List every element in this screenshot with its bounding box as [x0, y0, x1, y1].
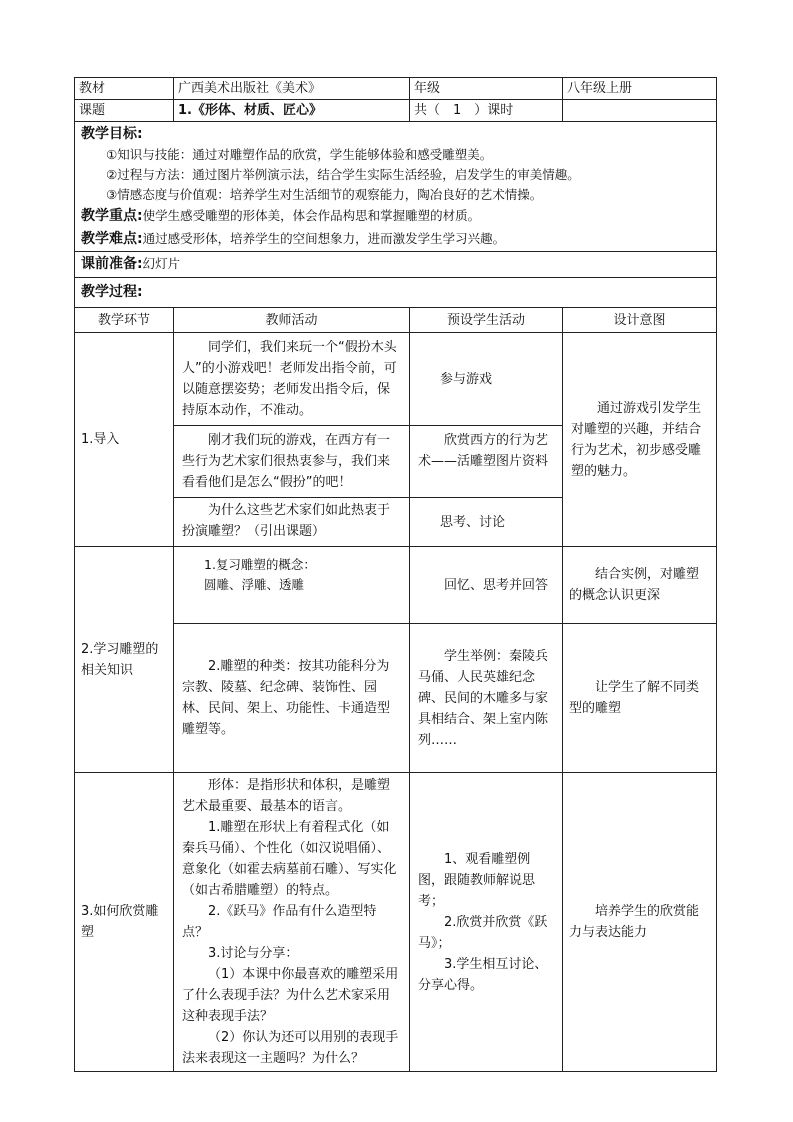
process-label-row [75, 278, 717, 308]
textbook-value: 广西美术出版社《美术》 [174, 78, 410, 100]
intro-student-1: 参与游戏 [410, 333, 563, 426]
difficulty-label: 教学难点: [81, 231, 143, 247]
knowledge-teacher-2: 2.雕塑的种类：按其功能科分为宗教、陵墓、纪念碑、装饰性、园林、民间、架上、功能性、卡通造型雕塑等。 [174, 624, 410, 773]
lesson-plan-table [74, 77, 717, 1072]
intro-intent: 通过游戏引发学生对雕塑的兴趣，并结合行为艺术，初步感受雕塑的魅力。 [563, 333, 717, 547]
goal-item: ②过程与方法：通过图片举例演示法，结合学生实际生活经验，启发学生的审美情趣。 [106, 167, 580, 182]
knowledge-row-1 [75, 547, 717, 624]
appreciate-student [410, 773, 563, 1072]
intro-student-3: 思考、讨论 [410, 498, 563, 547]
empty-cell [563, 100, 717, 122]
header-row-1 [75, 78, 717, 100]
appreciate-teacher-line: 1.雕塑在形状上有着程式化（如秦兵马俑）、个性化（如汉说唱俑）、意象化（如霍去病墓前石雕）、写实化（如古希腊雕塑）的特点。 [182, 820, 397, 898]
intro-row-1 [75, 333, 717, 426]
goals-label: 教学目标: [81, 126, 143, 142]
prep-row [75, 252, 717, 278]
intro-student-2: 欣赏西方的行为艺术——活雕塑图片资料 [410, 426, 563, 498]
grade-label: 年级 [410, 78, 563, 100]
knowledge-stage: 2.学习雕塑的相关知识 [75, 547, 174, 773]
intro-teacher-1: 同学们，我们来玩一个“假扮木头人”的小游戏吧！老师发出指令前，可以随意摆姿势；老师发出指令后，保持原本动作，不准动。 [174, 333, 410, 426]
appreciate-stage: 3.如何欣赏雕塑 [75, 773, 174, 1072]
difficulty-text: 通过感受形体，培养学生的空间想象力，进而激发学生学习兴趣。 [142, 231, 506, 246]
appreciate-teacher [174, 773, 410, 1072]
appreciate-teacher-line: 3.讨论与分享： [208, 946, 299, 961]
goals-row [75, 122, 717, 252]
key-point-label: 教学重点: [81, 208, 143, 224]
appreciate-teacher-line: 形体：是指形状和体积，是雕塑艺术最重要、最基本的语言。 [182, 778, 391, 814]
appreciate-teacher-line: 2.《跃马》作品有什么造型特点？ [182, 904, 377, 940]
col-header-intent: 设计意图 [563, 308, 717, 333]
appreciate-student-line: 3.学生相互讨论、分享心得。 [418, 956, 548, 993]
col-header-stage: 教学环节 [75, 308, 174, 333]
textbook-label: 教材 [75, 78, 174, 100]
grade-value: 八年级上册 [563, 78, 717, 100]
prep-label: 课前准备: [81, 256, 143, 272]
knowledge-intent-2: 让学生了解不同类型的雕塑 [563, 624, 717, 773]
intro-teacher-3: 为什么这些艺术家们如此热衷于扮演雕塑？（引出课题） [174, 498, 410, 547]
key-point [81, 206, 710, 226]
appreciate-student-line: 1、观看雕塑例图，跟随教师解说思考； [418, 851, 536, 909]
appreciate-intent: 培养学生的欣赏能力与表达能力 [563, 773, 717, 1072]
key-point-text: 使学生感受雕塑的形体美，体会作品构思和掌握雕塑的材质。 [142, 208, 481, 223]
difficulty [81, 229, 710, 249]
prep-text: 幻灯片 [142, 256, 181, 271]
appreciate-student-line: 2.欣赏并欣赏《跃马》； [418, 914, 548, 951]
intro-stage: 1.导入 [75, 333, 174, 547]
hours-value: 共（ 1 ）课时 [410, 100, 563, 122]
topic-label: 课题 [75, 100, 174, 122]
knowledge-student-2: 学生举例：秦陵兵马俑、人民英雄纪念碑、民间的木雕多与家具相结合、架上室内陈列…… [410, 624, 563, 773]
knowledge-teacher-1-body: 圆雕、浮雕、透雕 [204, 577, 305, 592]
intro-teacher-2: 刚才我们玩的游戏，在西方有一些行为艺术家们很热衷参与，我们来看看他们是怎么“假扮”的吧！ [174, 426, 410, 498]
topic-value: 1.《形体、材质、匠心》 [174, 100, 410, 122]
knowledge-teacher-1 [174, 547, 410, 624]
col-header-student: 预设学生活动 [410, 308, 563, 333]
goal-item: ③情感态度与价值观：培养学生对生活细节的观察能力，陶冶良好的艺术情操。 [106, 187, 543, 202]
header-row-2 [75, 100, 717, 122]
process-label: 教学过程: [81, 284, 143, 300]
appreciate-row [75, 773, 717, 1072]
appreciate-teacher-line: （1）本课中你最喜欢的雕塑采用了什么表现手法？为什么艺术家采用这种表现手法？ [182, 967, 399, 1024]
col-header-teacher: 教师活动 [174, 308, 410, 333]
knowledge-intent-1: 结合实例，对雕塑的概念认识更深 [563, 547, 717, 624]
knowledge-teacher-1-title: 1.复习雕塑的概念： [204, 557, 316, 572]
goal-item: ①知识与技能：通过对雕塑作品的欣赏，学生能够体验和感受雕塑美。 [106, 147, 493, 162]
process-header-row [75, 308, 717, 333]
lesson-plan-page [74, 77, 716, 1072]
knowledge-student-1: 回忆、思考并回答 [410, 547, 563, 624]
appreciate-teacher-line: （2）你认为还可以用别的表现手法来表现这一主题吗？为什么？ [182, 1030, 399, 1066]
